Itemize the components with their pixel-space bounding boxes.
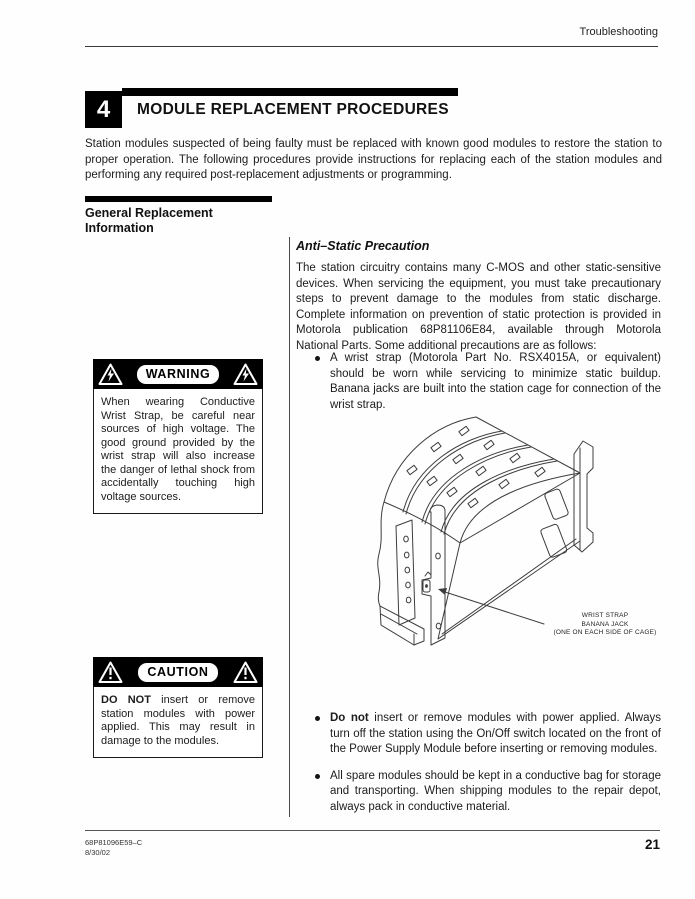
subsection-heading: Anti–Static Precaution xyxy=(296,239,430,253)
antistatic-paragraph: The station circuitry contains many C-MOS and other static-sensitive devices. When servicing the equipment, you must take precautionary steps to prevent damage to the modules from static discharge. Complete information on prevention of static protection is provided in Motorola publication 68P81106E84, available through Motorola National Parts. Some additional precautions are as follows: xyxy=(296,262,661,352)
caution-title: CAUTION xyxy=(138,663,217,682)
chapter-number: 4 xyxy=(96,95,111,123)
station-cage-figure xyxy=(368,410,668,655)
warning-body: When wearing Conductive Wrist Strap, be careful near sources of high voltage. The good ground provided by the wrist strap will also increase the danger of lethal shock from accidentally touching high voltage sources. xyxy=(93,389,263,514)
running-header: Troubleshooting xyxy=(579,26,658,38)
high-voltage-triangle-icon xyxy=(98,363,123,386)
list-item xyxy=(296,711,661,758)
section-divider-bar xyxy=(85,196,272,202)
warning-box xyxy=(93,359,263,514)
bullet2-text: insert or remove modules with power applied. Always turn off the station using the On/Off switch located on the front of the Power Supply Module before inserting or removing modules. xyxy=(330,712,661,755)
doc-number: 68P81096E59–C xyxy=(85,838,143,847)
section-heading xyxy=(85,206,275,236)
caution-header xyxy=(93,657,263,687)
column-rule xyxy=(289,237,290,817)
chapter-title-bar xyxy=(122,88,458,96)
list-item xyxy=(296,769,661,816)
bullet-icon xyxy=(315,356,320,361)
callout-line2: BANANA JACK xyxy=(581,620,629,628)
caution-body-bold: DO NOT xyxy=(101,694,151,706)
exclamation-triangle-icon xyxy=(233,661,258,684)
bullet-icon xyxy=(315,774,320,779)
chapter-number-box xyxy=(85,91,122,128)
figure-callout xyxy=(545,612,665,638)
warning-title: WARNING xyxy=(137,365,220,384)
bullet3-text: All spare modules should be kept in a conductive bag for storage and transporting. When shipping modules to the repair depot, always pack in conductive material. xyxy=(330,769,661,813)
high-voltage-triangle-icon xyxy=(233,363,258,386)
section-heading-line2: Information xyxy=(85,221,154,235)
warning-header xyxy=(93,359,263,389)
callout-line3: (ONE ON EACH SIDE OF CAGE) xyxy=(553,629,657,636)
bullet1-text: A wrist strap (Motorola Part No. RSX4015A, or equivalent) should be worn while servicing to minimize static buildup. Banana jacks are built into the station cage for connection of the wrist strap. xyxy=(330,352,661,411)
caution-box xyxy=(93,657,263,758)
chapter-title: MODULE REPLACEMENT PROCEDURES xyxy=(137,101,449,118)
bullet-list-bottom xyxy=(296,711,661,826)
footer-rule xyxy=(85,830,660,831)
doc-date: 8/30/02 xyxy=(85,848,111,857)
callout-line1: WRIST STRAP xyxy=(581,612,629,619)
bullet2-bold: Do not xyxy=(330,712,369,724)
list-item xyxy=(296,351,661,413)
bullet-icon xyxy=(315,716,320,721)
section-heading-line1: General Replacement xyxy=(85,206,213,220)
header-rule xyxy=(85,46,658,47)
exclamation-triangle-icon xyxy=(98,661,123,684)
caution-body xyxy=(93,687,263,758)
caution-body-rest: insert or remove station modules with power applied. This may result in damage to the modules. xyxy=(101,694,255,747)
callout-arrow xyxy=(438,588,544,624)
footer-id-block xyxy=(85,838,142,858)
intro-paragraph: Station modules suspected of being faulty must be replaced with known good modules to restore the station to proper operation. The following procedures provide instructions for replacing each of the station modules and performing any required post-replacement adjustments or programming. xyxy=(85,138,662,181)
page-number: 21 xyxy=(644,837,660,852)
banana-jack xyxy=(423,572,431,592)
